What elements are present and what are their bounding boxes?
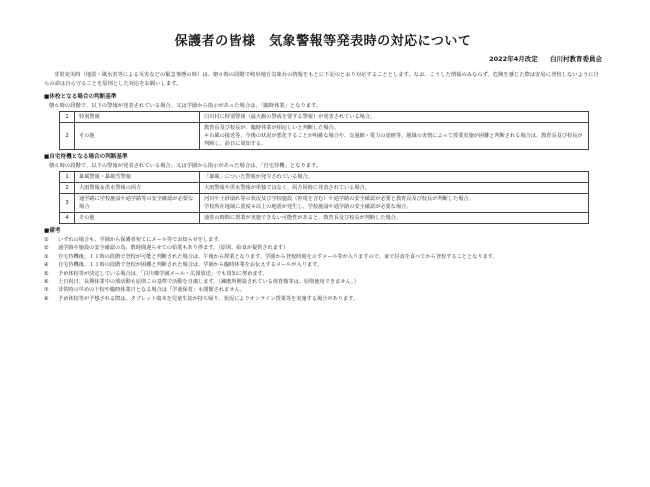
row-label: その他 — [75, 213, 200, 224]
row-label: 暴風警報・暴風雪警報 — [75, 172, 200, 183]
note-number: ⑧ — [44, 295, 49, 302]
document-title: 保護者の皆様 気象警報等発表時の対応について — [174, 34, 472, 49]
issuer: 白川村教育委員会 — [550, 55, 602, 63]
row-number: 1 — [60, 112, 75, 123]
note-item — [44, 278, 602, 286]
row-label: 特別警報 — [75, 112, 200, 123]
note-item — [44, 236, 602, 244]
note-number: ⑦ — [44, 287, 49, 294]
note-item — [44, 261, 602, 269]
table-row — [60, 183, 589, 194]
closure-criteria-table — [59, 111, 589, 150]
note-item — [44, 253, 602, 261]
row-text: 通常の時間に授業が実施できない可能性があると、教育長及び校長が判断した場合。 — [200, 213, 589, 224]
note-number: ⑥ — [44, 279, 49, 286]
note-text: 予め休校等が予想される際は、タブレット端末を児童生徒が持ち帰り、状況によりオンライン授業等を実施する場合があります。 — [58, 295, 359, 302]
notes-section — [44, 227, 602, 303]
row-text: 白川村に特別警報（最大級の警戒を要する警報）が発表されている場合。 — [200, 112, 589, 123]
table-row — [60, 112, 589, 123]
closure-heading: ■休校となる場合の判断基準 — [44, 94, 117, 100]
note-text: 通学路や施設の安全確認の為、数時間遅らせての始業もあり得ます。（原則、給食が提供されます） — [58, 245, 289, 252]
note-text: 自宅待機後、１１時の段階で登校が困難と判断された場合は、学園から臨時休業をお伝えするメールが入ります。 — [58, 262, 323, 269]
revision-date: 2022年4月改定 — [489, 55, 538, 63]
row-number: 2 — [60, 183, 75, 194]
row-number: 3 — [60, 194, 75, 213]
note-text: いずれの場合も、学園から保護者宛てにメール等でお知らせをします。 — [58, 237, 224, 243]
note-text: 土日祝日、長期休業中の部活動も原則この基準で活動を自粛します。（錬磨所開設されている体育館等は、原則使用できません。） — [58, 279, 359, 286]
standby-description: 朝６時の段階で、以下の警報が発表されている場合、又は学園から指示があった場合は、「自宅待機」となります。 — [49, 163, 322, 169]
row-text: 河川や土砂崩れ等の状況及び学校施設（停電を含む）や通学路の安全確認が必要と教育長及び校長が判断した場合。 学校所在地域に震度４以上の地震が発生し、学校施設や通学路の安全確認が必要な場合。 — [200, 194, 589, 213]
intro-paragraph: 非常変災時（地震・風水害等による災害などの緊急事態の時）は、朝６時の段階で岐阜地方気象台の情報をもとに下記のとおり対応することとします。なお、こうした情報のみならず、危険を感じた際は安易に登校しないように自らの命は自ら守ることを原則とした対応をお願いします。 — [44, 72, 599, 87]
row-label: その他 — [75, 123, 200, 150]
notes-heading: ■備考 — [44, 228, 61, 234]
row-text: 大雨警報や洪水警報が単独ではなく、両方同時に発表されている場合。 — [200, 183, 589, 194]
row-number: 4 — [60, 213, 75, 224]
table-row — [60, 213, 589, 224]
note-number: ② — [44, 245, 49, 252]
standby-heading: ■自宅待機となる場合の判断基準 — [44, 154, 128, 160]
row-number: 2 — [60, 123, 75, 150]
row-text: 「暴風」についた警報が発令されている場合。 — [200, 172, 589, 183]
row-number: 1 — [60, 172, 75, 183]
table-row — [60, 172, 589, 183]
note-item — [44, 244, 602, 252]
note-text: 予め休校等が決定している場合は、「白川郷学園メール・広報放送」でも周知に努めます。 — [58, 270, 268, 277]
note-number: ④ — [44, 262, 49, 269]
revision-line — [44, 54, 602, 63]
note-item — [44, 286, 602, 294]
note-item — [44, 295, 602, 303]
table-row — [60, 123, 589, 150]
row-text: 教育長及び校長が、臨時休業が相応しいと判断した場合。 ＊台風の接近等、今後の状況が悪化することが明確な場合や、交通網・電力の途絶等、地域の実情によって授業実施が困難と判断される場合は、教育長及び校長が判断し、前日に周知する。 — [200, 123, 589, 150]
closure-description: 朝６時の段階で、以下の警報が発表されている場合、又は学園から指示があった場合は、「臨時休業」となります。 — [49, 103, 322, 109]
note-number: ③ — [44, 253, 49, 260]
note-number: ⑤ — [44, 270, 49, 277]
standby-criteria-table — [59, 171, 589, 224]
note-number: ① — [44, 237, 49, 243]
row-label: 大雨警報＆洪水警報の両方 — [75, 183, 200, 194]
row-label: 通学路に学校施設や通学路等の安全確認が必要な場合 — [75, 194, 200, 213]
note-text: 自宅待機後、１１時の段階で登校が可能と判断された場合は、午後から授業となります。学園から登校時刻を示すメール等が入りますので、家で昼食を食べてから登校することとなります。 — [58, 253, 498, 260]
table-row — [60, 194, 589, 213]
note-text: 非常時の早めの下校や臨時休業日となる場合は「学童保育」も閉館されません。 — [58, 287, 246, 294]
note-item — [44, 270, 602, 278]
